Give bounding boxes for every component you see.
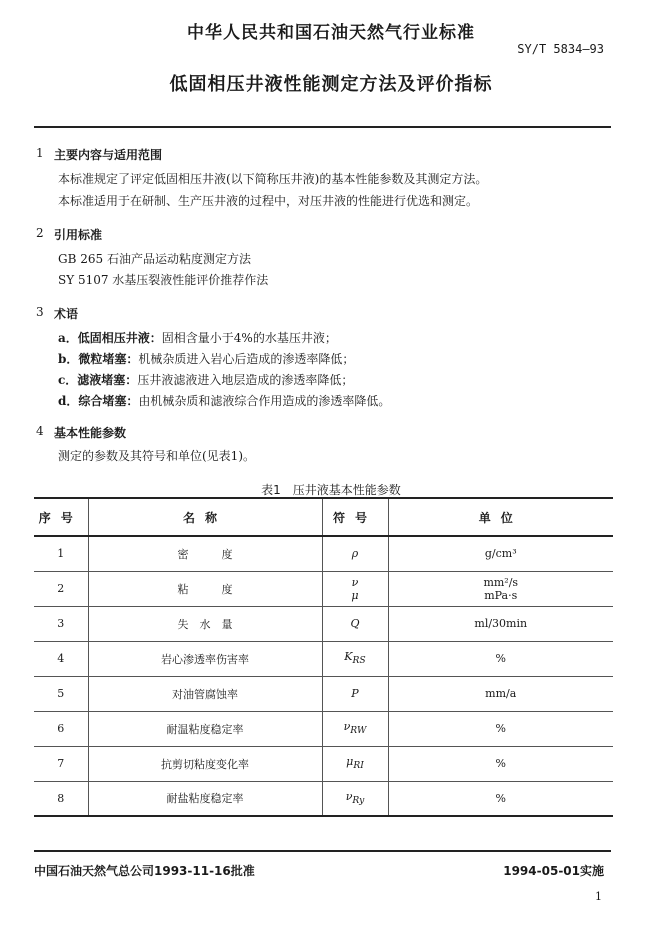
table-row	[34, 571, 613, 606]
header-symbol: 符号	[322, 498, 388, 536]
row-no: 1	[34, 536, 88, 571]
section-1-paragraph: 本标准规定了评定低固相压井液(以下简称压井液)的基本性能参数及其测定方法。	[58, 172, 488, 186]
row-name: 耐盐粘度稳定率	[88, 781, 322, 816]
reference-item: GB 265 石油产品运动粘度测定方法	[58, 252, 251, 266]
table-row	[34, 536, 613, 571]
section-4-number: 4	[36, 424, 44, 438]
header-no: 序号	[34, 498, 88, 536]
term-item	[58, 350, 354, 367]
term-item	[58, 329, 337, 346]
section-3-title: 术语	[54, 307, 79, 321]
term-item	[58, 392, 390, 409]
table-row	[34, 746, 613, 781]
section-3-number: 3	[36, 305, 44, 319]
term-definition: 固相含量小于4%的水基压井液；	[161, 331, 337, 345]
row-symbol: K	[344, 650, 353, 664]
row-symbol: ρ	[322, 536, 388, 571]
row-unit: g/cm³	[388, 536, 613, 571]
term-key: d．综合堵塞：	[58, 394, 139, 408]
table-row	[34, 641, 613, 676]
row-symbol-cell	[322, 711, 388, 746]
section-2-title: 引用标准	[54, 228, 103, 242]
table-row	[34, 676, 613, 711]
section-1-number: 1	[36, 146, 44, 160]
row-name: 对油管腐蚀率	[88, 676, 322, 711]
effective-date: 1994-05-01实施	[503, 864, 604, 878]
row-no: 4	[34, 641, 88, 676]
row-no: 6	[34, 711, 88, 746]
header-unit: 单位	[388, 498, 613, 536]
row-symbol-secondary: μ	[351, 588, 359, 602]
row-symbol: Q	[322, 606, 388, 641]
row-no: 8	[34, 781, 88, 816]
row-symbol-cell	[322, 746, 388, 781]
approval-line: 中国石油天然气总公司1993-11-16批准	[34, 864, 255, 878]
row-symbol-subscript: RI	[353, 760, 364, 772]
table-row	[34, 781, 613, 816]
row-name: 失 水 量	[88, 606, 322, 641]
row-symbol: ν	[345, 790, 353, 804]
row-symbol: ν	[343, 720, 351, 734]
row-unit-cell	[388, 571, 613, 606]
table-header-row	[34, 498, 613, 536]
section-1-title: 主要内容与适用范围	[54, 148, 163, 162]
term-key: c．滤液堵塞：	[58, 373, 138, 387]
header-name: 名称	[88, 498, 322, 536]
page-number: 1	[595, 890, 602, 903]
section-4-title: 基本性能参数	[54, 426, 127, 440]
row-symbol: P	[322, 676, 388, 711]
section-1-paragraph: 本标准适用于在研制、生产压井液的过程中，对压井液的性能进行优选和测定。	[58, 194, 479, 208]
row-unit: %	[388, 781, 613, 816]
row-symbol-subscript: RW	[350, 725, 367, 737]
table-row	[34, 606, 613, 641]
standard-category-title: 中华人民共和国石油天然气行业标准	[187, 23, 475, 43]
term-item	[58, 371, 353, 388]
table-caption: 表1 压井液基本性能参数	[261, 483, 401, 497]
row-name: 岩心渗透率伤害率	[88, 641, 322, 676]
reference-item: SY 5107 水基压裂液性能评价推荐作法	[58, 273, 269, 287]
row-symbol: ν	[351, 575, 359, 589]
section-4-paragraph: 测定的参数及其符号和单位(见表1)。	[58, 449, 255, 463]
row-no: 5	[34, 676, 88, 711]
row-no: 7	[34, 746, 88, 781]
row-no: 3	[34, 606, 88, 641]
section-2-number: 2	[36, 226, 44, 240]
row-no: 2	[34, 571, 88, 606]
header-rule	[34, 126, 611, 128]
standard-number: SY/T 5834—93	[517, 42, 604, 56]
row-name: 密 度	[88, 536, 322, 571]
parameters-table	[34, 497, 613, 817]
table-row	[34, 711, 613, 746]
row-name: 抗剪切粘度变化率	[88, 746, 322, 781]
row-unit: %	[388, 641, 613, 676]
footer-rule	[34, 850, 611, 852]
row-name: 粘 度	[88, 571, 322, 606]
row-symbol-subscript: Ry	[352, 795, 365, 807]
row-name: 耐温粘度稳定率	[88, 711, 322, 746]
row-unit: %	[388, 711, 613, 746]
term-definition: 压井液滤液进入地层造成的渗透率降低；	[137, 373, 354, 387]
row-symbol-cell	[322, 641, 388, 676]
row-symbol-cell	[322, 781, 388, 816]
row-symbol: μ	[346, 755, 354, 769]
row-symbol-subscript: RS	[352, 655, 366, 667]
row-symbol-cell	[322, 571, 388, 606]
term-key: a．低固相压井液：	[58, 331, 162, 345]
row-unit-secondary: mPa·s	[484, 588, 518, 602]
term-key: b．微粒堵塞：	[58, 352, 139, 366]
term-definition: 机械杂质进入岩心后造成的渗透率降低；	[138, 352, 355, 366]
document-title: 低固相压井液性能测定方法及评价指标	[169, 74, 493, 95]
row-unit: %	[388, 746, 613, 781]
term-definition: 由机械杂质和滤液综合作用造成的渗透率降低。	[138, 394, 391, 408]
row-unit: mm²/s	[483, 575, 519, 589]
row-unit: mm/a	[388, 676, 613, 711]
row-unit: ml/30min	[388, 606, 613, 641]
